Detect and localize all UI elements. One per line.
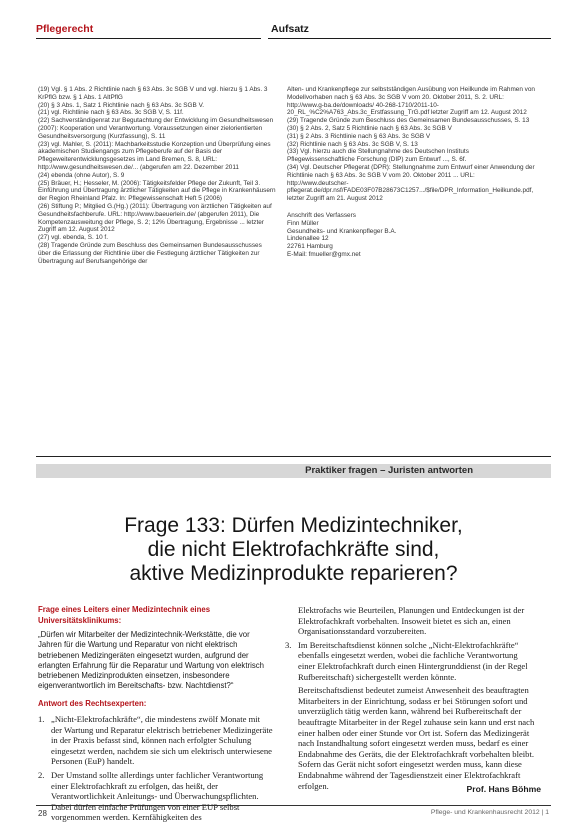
item-text: Elektrofachs wie Beurteilen, Planungen und Entdeckungen ist der Elektrofachkraft vorbehalten. Insoweit bietet es sich an, einen Organisationsstandard vorzubereiten. <box>298 605 525 637</box>
answer-item <box>38 714 273 767</box>
answer-item <box>38 770 273 823</box>
paragraph-text: Bereitschaftsdienst bedeutet zumeist Anwesenheit des beauftragten Mitarbeiters in der Einrichtung, sodass er bei Störungen sofort und unverzüglich tätig werden kann, während bei Rufbereitschaft der beauftragte Mitarbeiter in der Regel zuhause sein kann und erst nach einer halben oder einer Stunde vor Ort ist. Sofern das Medizingerät nach Instandhaltung sofort eingesetzt werden muss, bedarf es einer Endabnahme des Geräts, die der Elektrofachkraft vorbehalten bleibt. Sofern das Gerät nicht sofort eingesetzt werden muss, kann diese Endabnahme während der Tagesdienstzeit einer Elektrofachkraft erfolgen. <box>298 685 535 791</box>
author-heading: Anschrift des Verfassers <box>287 211 356 219</box>
article-headline <box>36 514 551 586</box>
footnote-item: (26) Stiftung P.; Mitglied G.(Hg.) (2011): Übertragung von ärztlichen Tätigkeiten auf Gesundheitsfachberufe. URL: http://www.baeuerlein.de/ (abgerufen 2011), Die Kompetenzausweitung der Pflege, S. 2; 12% Übertragung, Ergebnisse ... letzter Zugriff am 12. August 2012 <box>38 202 272 234</box>
headline-line-1: Frage 133: Dürfen Medizintechniker, <box>124 514 463 537</box>
footnote-item: (19) Vgl. § 1 Abs. 2 Richtlinie nach § 63 Abs. 3c SGB V und vgl. hierzu § 1 Abs. 3 KrPflG bzw. § 1 Abs. 1 AltPflG <box>38 86 268 101</box>
author-line: 22761 Hamburg <box>287 243 333 251</box>
item-text: Im Bereitschaftsdienst können solche „Nicht-Elektrofachkräfte“ ebenfalls eingesetzt werden, wobei die fachliche Verantwortung einer Elektrofachkraft durch einen Hintergrunddienst (in der Regel Rufbereitschaft) sichergestellt werden könnte. <box>298 639 528 682</box>
section-title: Praktiker fragen – Juristen antworten <box>305 465 473 476</box>
footnote-item: (33) Vgl. hierzu auch die Stellungnahme des Deutschen Instituts Pflegewissenschaftliche Forschung (DIP) zum Entwurf ..., S. 6f. <box>287 148 469 164</box>
author-signature: Prof. Hans Böhme <box>466 784 541 794</box>
footnote-item: (28) Tragende Gründe zum Beschluss des Gemeinsamen Bundesausschusses über die Erlassung der Richtlinie über die Festlegung ärztlicher Tätigkeiten zur Übertragung auf Berufsangehörige der <box>38 241 262 265</box>
answer-paragraph <box>285 685 535 791</box>
header-right-rule <box>268 22 551 39</box>
answer-item-continuation <box>285 605 535 637</box>
headline-line-3: aktive Medizinprodukte reparieren? <box>129 562 458 585</box>
section-label-pflegerecht: Pflegerecht <box>36 23 94 35</box>
footnote-item: (31) § 2 Abs. 3 Richtlinie nach § 63 Abs. 3c SGB V <box>287 132 431 140</box>
item-text: „Nicht-Elektrofachkräfte“, die mindestens zwölf Monate mit der Wartung und Reparatur elektrisch betriebener Medizingeräte in der Praxis befasst sind, können nach erfolgter Schulung eingesetzt werden, nachdem sie sich um elektrisch unterwiesene Personen (EuP) handelt. <box>51 714 273 767</box>
item-text: Der Umstand sollte allerdings unter fachlicher Verantwortung einer Elektrofachkraft zu erfolgen, das heißt, der Verantwortlichkeit Anleitungs- und Überwachungspflichten. Dabei dürfen einfache Prüfungen von einer EUP selbst vorgenommen werden. Kernfähigkeiten des <box>51 769 264 823</box>
footnote-item: (34) Vgl. Deutscher Pflegerat (DPR): Stellungnahme zum Entwurf einer Anwendung der Richtlinie nach § 63 Abs. 3c SGB V vom 20. Oktober 2011 ... URL: http://www.deutscher-pflegerat.de/dpr.nsf/FADE03F07B28673C1257.../$file/DPR_Information_Heilkunde.pdf, letzter Zugriff am 21. August 2012 <box>287 163 535 203</box>
section-divider <box>36 456 551 457</box>
footnotes-right-column <box>287 86 537 259</box>
footnote-item: (22) Sachverständigenrat zur Begutachtung der Entwicklung im Gesundheitswesen (2007): Kooperation und Verantwortung. Voraussetzungen einer zielorientierten Gesundheitsversorgung (Kurzfassung), S. 11 <box>38 117 274 140</box>
author-email: E-Mail: fmueller@gmx.net <box>287 250 361 258</box>
footnotes-right-list <box>287 86 537 203</box>
answer-item <box>285 640 535 682</box>
footnote-item: (20) § 3 Abs. 1, Satz 1 Richtlinie nach § 63 Abs. 3c SGB V. <box>38 101 205 109</box>
item-number: 1. <box>38 714 45 724</box>
footnote-item: (32) Richtlinie nach § 63 Abs. 3c SGB V, S. 13 <box>287 140 418 148</box>
article-left-column <box>38 605 273 826</box>
question-heading: Frage eines Leiters einer Medizintechnik eines Universitätsklinikums: <box>38 605 211 625</box>
author-line: Gesundheits- und Krankenpfleger B.A. <box>287 227 397 235</box>
section-label-aufsatz: Aufsatz <box>271 23 309 35</box>
question-text: „Dürfen wir Mitarbeiter der Medizintechnik-Werkstätte, die vor Jahren für die Wartung und Reparatur von nicht elektrisch betriebenen Medizingeräten eingesetzt wurden, aufgrund der erlangten Erfahrung für die Reparatur und Wartung von elektrisch betriebenen Medizinprodukten einsetzen, insbesondere eigenverantwortlich im Bereitschafts- bzw. Nachtdienst?“ <box>38 630 264 691</box>
section-bar <box>36 464 551 478</box>
footnotes-left-column <box>38 86 276 265</box>
item-number: 3. <box>285 639 292 650</box>
journal-name: Pflege- und Krankenhausrecht 2012 | 1 <box>430 809 549 816</box>
footnote-item: (27) vgl. ebenda, S. 10 f. <box>38 234 108 242</box>
article-right-column <box>285 605 535 794</box>
headline-line-2: die nicht Elektrofachkräfte sind, <box>147 538 440 561</box>
item-number: 2. <box>38 769 45 780</box>
footnote-item: (30) § 2 Abs. 2, Satz 5 Richtlinie nach § 63 Abs. 3c SGB V <box>287 124 452 132</box>
author-address <box>287 212 537 259</box>
footnote-item: (29) Tragende Gründe zum Beschluss des Gemeinsamen Bundesausschusses, S. 13 <box>287 117 530 125</box>
answer-heading: Antwort des Rechtsexperten: <box>38 699 147 709</box>
footnote-item: (25) Bräuer, H.; Hesseler, M. (2006): Tätigkeitsfelder Pflege der Zukunft, Teil 3. Einführung und Übertragung ärztlicher Tätigkeiten auf die Pflege in Krankenhäusern der Region Rheinland Pfalz. In: Pflegewissenschaft Heft 5 (2006) <box>38 179 276 203</box>
author-line: Finn Müller <box>287 219 319 227</box>
footnote-item: Alten- und Krankenpflege zur selbstständigen Ausübung von Heilkunde im Rahmen von Modellvorhaben nach § 63 Abs. 3c SGB V vom 20. Oktober 2011, S. 2. URL: http://www.g-ba.de/downloads/ 40-268-1710/2011-10-20_RL_%C2%A763_Abs.3c_Erstfassung_TrG.pdf letzter Zugriff am 12. August 2012 <box>287 86 535 117</box>
footnote-item: (23) vgl. Mahler, S. (2011): Machbarkeitsstudie Konzeption und Überprüfung eines akademischen Studiengangs zum Pflegeberufe auf der Basis der Pflegeweiterentwicklungsgesetzes im Land Bremen, S. 8, URL: http://www.gesundheitswesen.de/... (abgerufen am 22. Dezember 2011 <box>38 140 271 171</box>
footnote-item: (21) vgl. Richtlinie nach § 63 Abs. 3c SGB V, S. 11f. <box>38 109 184 117</box>
author-line: Lindenallee 12 <box>287 235 329 243</box>
footnote-item: (24) ebenda (ohne Autor), S. 9 <box>38 171 125 179</box>
footer-rule <box>36 805 551 806</box>
page-number: 28 <box>38 809 47 818</box>
header-left-rule <box>36 22 261 39</box>
